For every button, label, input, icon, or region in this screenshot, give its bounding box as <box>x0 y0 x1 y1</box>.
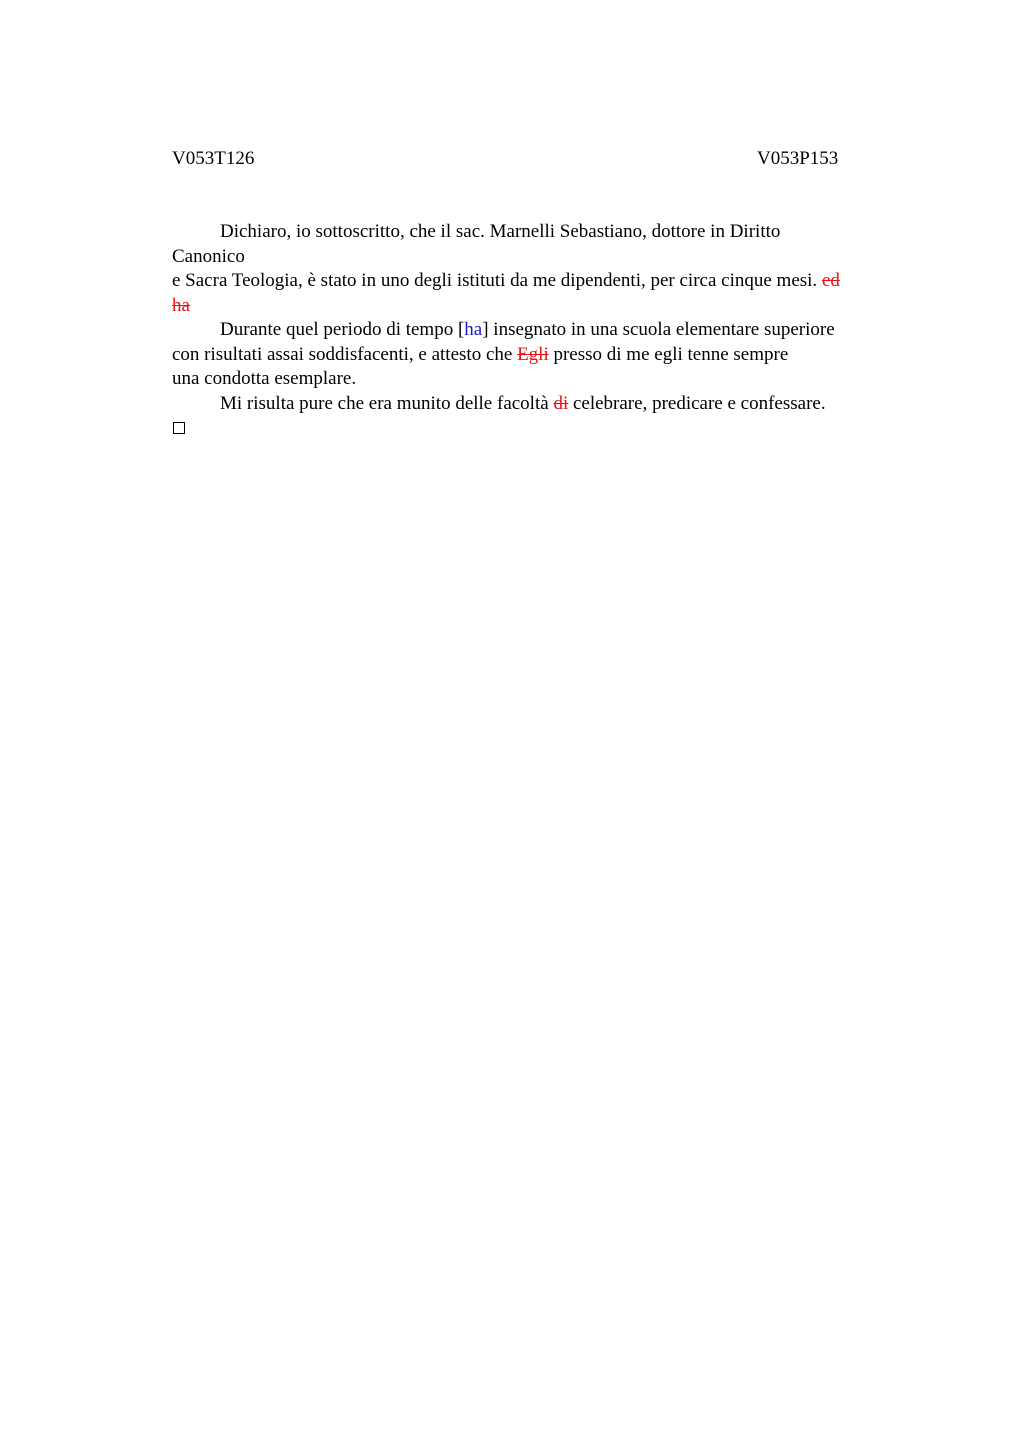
paragraph-2-line-2 <box>172 343 912 368</box>
deleted-word-di: di <box>553 392 569 414</box>
paragraph-1-line-2: Canonico <box>172 245 245 267</box>
paragraph-2-line-3: una condotta esemplare. <box>172 368 357 389</box>
paragraph-3-text-b: celebrare, predicare e confessare. <box>568 392 826 414</box>
deleted-word-ha: ha <box>172 294 190 316</box>
paragraph-2-line-1 <box>172 318 912 343</box>
document-code-right: V053P153 <box>757 148 839 169</box>
deleted-word-ed: ed <box>821 270 840 291</box>
inserted-word-ha: ha <box>464 319 483 340</box>
paragraph-1-line-1: Dichiaro, io sottoscritto, che il sac. Marnelli Sebastiano, dottore in Diritto <box>220 221 781 242</box>
paragraph-3-line-1 <box>172 392 912 417</box>
paragraph-2-text-d: presso di me egli tenne sempre <box>548 343 789 365</box>
deleted-word-egli: Egli <box>517 343 549 365</box>
paragraph-3-text-a: Mi risulta pure che era munito delle facoltà <box>220 392 554 414</box>
paragraph-2-text-c: con risultati assai soddisfacenti, e attesto che <box>172 343 518 365</box>
paragraph-1-text: e Sacra Teologia, è stato in uno degli istituti da me dipendenti, per circa cinque mesi. <box>172 270 822 291</box>
paragraph-2-text-a: Durante quel periodo di tempo [ <box>220 319 465 340</box>
document-body <box>172 220 912 434</box>
paragraph-2-text-b: ] insegnato in una scuola elementare superiore <box>482 319 835 340</box>
end-of-document-box-icon <box>173 422 185 434</box>
paragraph-1-line-3 <box>172 269 912 294</box>
document-code-left: V053T126 <box>172 148 255 169</box>
paragraph-1-line-4 <box>172 294 912 319</box>
